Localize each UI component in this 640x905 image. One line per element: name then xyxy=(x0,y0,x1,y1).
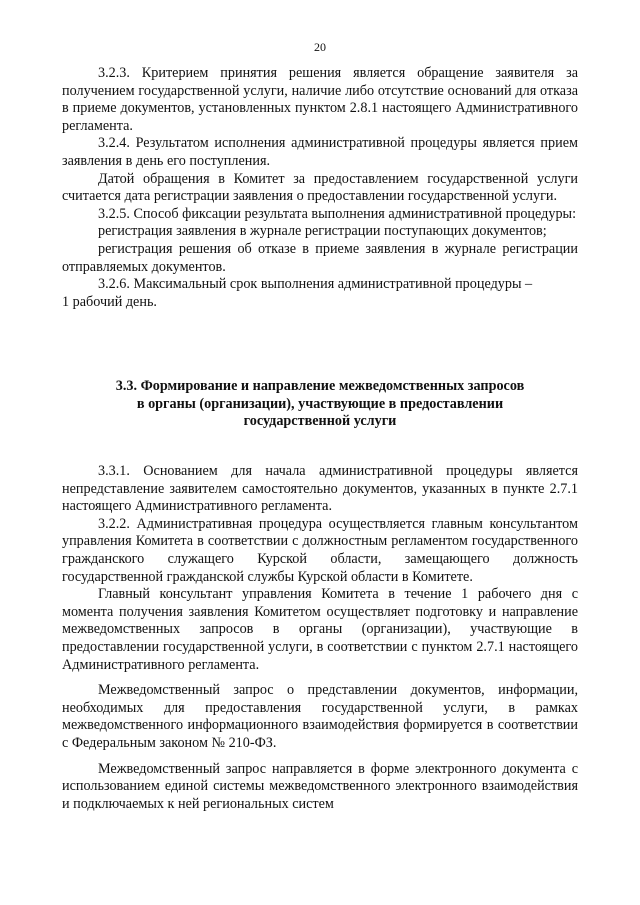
body-text-top xyxy=(62,65,578,311)
paragraph-3-3-1: 3.3.1. Основанием для начала административной процедуры является непредставление заявителем самостоятельно документов, указанных в пункте 2.7.1 настоящего Административного регламента. xyxy=(62,463,578,515)
paragraph-3-2-2: 3.2.2. Административная процедура осуществляется главным консультантом управления Комитета в соответствии с должностным регламентом государственного гражданского служащего Курской области, замещающего должность государственной гражданской службы Курской области в Комитете. xyxy=(62,515,578,585)
paragraph-interagency-electronic: Межведомственный запрос направляется в форме электронного документа с использованием единой системы межведомственного электронного взаимодействия и подключаемых к ней региональных систем xyxy=(62,760,578,812)
section-title-line-3: государственной услуги xyxy=(243,413,397,430)
section-title-line-1: 3.3. Формирование и направление межведомственных запросов xyxy=(115,378,525,394)
paragraph-3-2-3: 3.2.3. Критерием принятия решения является обращение заявителя за получением государственной услуги, наличие либо отсутствие оснований для отказа в приеме документов, установленных пунктом 2.8.1 настоящего Административного регламента. xyxy=(62,65,578,134)
section-title-line-2: в органы (организации), участвующие в предоставлении xyxy=(136,395,504,412)
section-title xyxy=(62,378,578,431)
body-text-bottom xyxy=(62,463,578,813)
paragraph-3-2-4: 3.2.4. Результатом исполнения административной процедуры является прием заявления в день его поступления. xyxy=(62,135,578,169)
paragraph-chief-consultant: Главный консультант управления Комитета в течение 1 рабочего дня с момента получения заявления Комитетом осуществляет подготовку и направление межведомственных запросов в органы (организации), участвующие в предоставлении государственной услуги, в соответствии с пунктом 2.7.1 настоящего Административного регламента. xyxy=(62,586,578,673)
paragraph-interagency-request: Межведомственный запрос о представлении документов, информации, необходимых для предоставления государственной услуги, в рамках межведомственного информационного взаимодействия формируется в соответствии с Федеральным законом № 210-ФЗ. xyxy=(62,682,578,751)
paragraph-registration-incoming: регистрация заявления в журнале регистрации поступающих документов; xyxy=(98,223,547,240)
page-number: 20 xyxy=(314,40,326,54)
paragraph-3-2-5: 3.2.5. Способ фиксации результата выполнения административной процедуры: xyxy=(98,205,577,222)
paragraph-3-2-6: 3.2.6. Максимальный срок выполнения административной процедуры – xyxy=(98,276,533,293)
paragraph-registration-refusal: регистрация решения об отказе в приеме заявления в журнале регистрации отправляемых документов. xyxy=(62,240,578,275)
paragraph-date-of-request: Датой обращения в Комитет за предоставлением государственной услуги считается дата регистрации заявления о предоставлении государственной услуги. xyxy=(62,170,578,205)
paragraph-working-day: 1 рабочий день. xyxy=(62,293,157,310)
